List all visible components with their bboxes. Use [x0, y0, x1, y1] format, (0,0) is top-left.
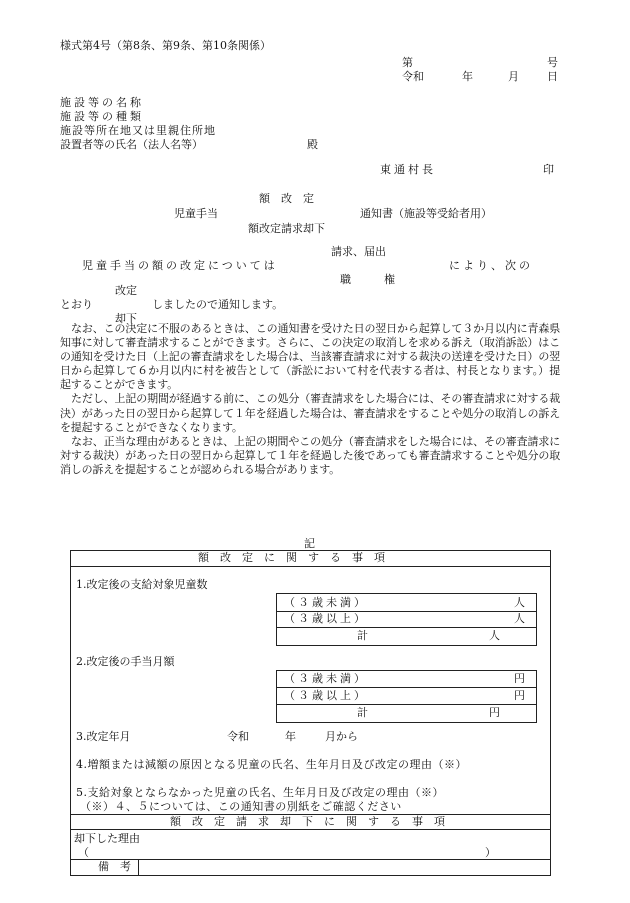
- rejection-table-header: 額 改 定 請 求 却 下 に 関 す る 事 項: [170, 815, 445, 828]
- title-option-rejection: 額改定請求却下: [248, 222, 325, 235]
- revision-table-header-line: [70, 566, 551, 567]
- honorific: 殿: [307, 138, 318, 151]
- appeal-notice: [60, 322, 560, 477]
- facility-type-label: 施設等の種類: [60, 110, 144, 123]
- amount-total-label: 計: [357, 706, 368, 719]
- child-total-unit: 人: [489, 629, 500, 642]
- mayor-title: 東通村長: [380, 163, 436, 176]
- title-option-revision: 額 改 定: [259, 192, 314, 205]
- child-over3-unit: 人: [514, 612, 525, 625]
- amount-under3-label: （３歳未満）: [284, 672, 368, 685]
- statement-lead2: とおり: [60, 298, 93, 311]
- title-left: 児童手当: [174, 207, 218, 220]
- statement-follow: により、次の: [449, 259, 533, 272]
- date-day-unit: 日: [547, 70, 558, 83]
- amount-line1: [276, 687, 537, 688]
- paragraph-appeal: なお、この決定に不服のあるときは、この通知書を受けた日の翌日から起算して３か月以内に青森県知事に対して審査請求することができます。さらに、この決定の取消しを求める訴え（取消訴訟）はこの通知を受けた日（上記の審査請求をした場合は、当該審査請求に対する裁決の送達を受けた日）の翌日から起算して６か月以内に村を被告として（訴訟において村を代表する者は、村長となります。）提起することができます。: [60, 322, 560, 392]
- item3-label: 3.改定年月: [76, 730, 131, 743]
- item2-label: 2.改定後の手当月額: [76, 655, 175, 668]
- child-total-label: 計: [357, 629, 368, 642]
- amount-over3-unit: 円: [514, 689, 525, 702]
- paragraph-deadline: ただし、上記の期間が経過する前に、この処分（審査請求をした場合には、その審査請求に対する裁決）があった日の翌日から起算して１年を経過した場合は、審査請求をすることや処分の取消しの訴えを提起することができなくなります。: [60, 392, 560, 434]
- result-option-rejected: 却下: [115, 312, 137, 325]
- revision-table-header: 額 改 定 に 関 す る 事 項: [198, 551, 385, 564]
- statement-option-ex-officio: 職 権: [340, 273, 395, 286]
- rejection-reason-paren-open: （: [78, 846, 89, 859]
- statement-lead: 児童手当の額の改定については: [82, 259, 278, 272]
- item3-era: 令和: [227, 730, 249, 743]
- doc-number-suffix: 号: [547, 56, 558, 69]
- item1-label: 1.改定後の支給対象児童数: [76, 578, 208, 591]
- item4-label: 4.増額または減額の原因となる児童の氏名、生年月日及び改定の理由（※）: [76, 758, 467, 771]
- item3-from: 月から: [325, 730, 358, 743]
- child-over3-label: （３歳以上）: [284, 612, 368, 625]
- item3-year-unit: 年: [285, 730, 296, 743]
- child-under3-unit: 人: [514, 596, 525, 609]
- remarks-label: 備 考: [98, 860, 131, 873]
- note-label: （※）４、５については、この通知書の別紙をご確認ください: [80, 800, 402, 813]
- seal-mark: 印: [543, 163, 554, 176]
- statement-follow2: しましたので通知します。: [152, 298, 284, 311]
- remarks-divider: [138, 859, 139, 875]
- doc-number-prefix: 第: [402, 56, 413, 69]
- date-year-unit: 年: [462, 70, 473, 83]
- title-right: 通知書（施設等受給者用）: [360, 207, 492, 220]
- rejection-reason-label: 却下した理由: [74, 832, 140, 845]
- ki-mark: 記: [304, 537, 315, 550]
- facility-name-label: 施設等の名称: [60, 96, 144, 109]
- amount-total-unit: 円: [489, 706, 500, 719]
- child-count-line2: [276, 627, 537, 628]
- statement-option-request: 請求、届出: [331, 245, 386, 258]
- amount-line2: [276, 704, 537, 705]
- amount-over3-label: （３歳以上）: [284, 689, 368, 702]
- result-option-revised: 改定: [115, 284, 137, 297]
- facility-address-label: 施設等所在地又は里親住所地: [60, 124, 216, 137]
- remarks-top-line: [70, 859, 551, 860]
- rejection-reason-paren-close: ）: [485, 846, 496, 859]
- date-month-unit: 月: [508, 70, 519, 83]
- child-under3-label: （３歳未満）: [284, 596, 368, 609]
- paragraph-exception: なお、正当な理由があるときは、上記の期間やこの処分（審査請求をした場合には、その審査請求に対する裁決）があった日の翌日から起算して１年を経過した後であっても審査請求することや処分の取消しの訴えを提起することが認められる場合があります。: [60, 434, 560, 476]
- founder-name-label: 設置者等の氏名（法人名等）: [60, 138, 203, 151]
- date-era: 令和: [402, 70, 424, 83]
- form-number: 様式第4号（第8条、第9条、第10条関係）: [60, 39, 271, 52]
- amount-under3-unit: 円: [514, 672, 525, 685]
- item5-label: 5.支給対象とならなかった児童の氏名、生年月日及び改定の理由（※）: [76, 786, 444, 799]
- rejection-table-header-line: [70, 829, 551, 830]
